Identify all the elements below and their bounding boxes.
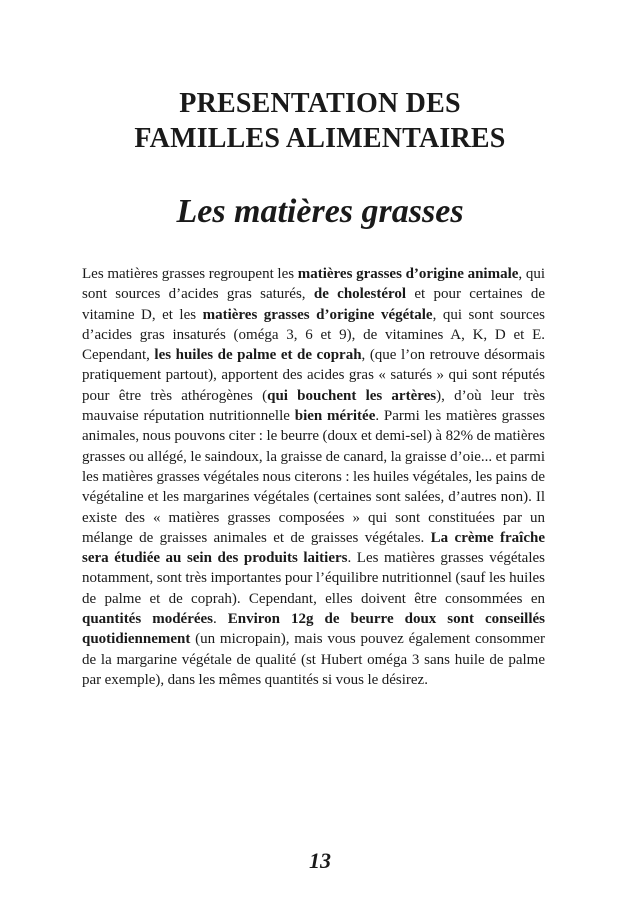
bold-text-run: les huiles de palme et de coprah (154, 347, 362, 364)
text-run: . (213, 611, 228, 628)
text-run: Les matières grasses regroupent les (82, 266, 298, 282)
text-run: et pour certaines de vitamine D, et les (82, 286, 546, 323)
bold-text-run: Environ 12g de beurre doux sont conseillés quotidiennement (82, 611, 545, 648)
title-line-1: PRESENTATION DES (179, 88, 461, 119)
text-run: (un micropain), mais vous pouvez également consommer de la margarine végétale de qualité (st Hubert oméga 3 sans huile de palme par exemple), dans les mêmes quantités si vous le désirez. (82, 631, 545, 688)
text-run: , (que l’on retrouve désormais pratiquement partout), apportent des acides gras « saturés » qui sont réputés pour être très athérogènes ( (82, 347, 545, 404)
body-paragraph (82, 264, 545, 690)
text-run: . Les matières grasses végétales notamment, sont très importantes pour l’équilibre nutritionnel (sauf les huiles de palme et de coprah). Cependant, elles doivent être consommées en (82, 550, 545, 607)
bold-text-run: matières grasses d’origine animale (297, 266, 519, 282)
text-run: ), d’où leur très mauvaise réputation nutritionnelle (82, 387, 545, 425)
bold-text-run: matières grasses d’origine végétale (202, 306, 433, 323)
bold-text-run: qui bouchent les artères (267, 387, 437, 404)
page-number: 13 (309, 848, 331, 873)
title-line-2: FAMILLES ALIMENTAIRES (134, 123, 506, 154)
text-run: , qui sont sources d’acides gras saturés, (82, 266, 545, 303)
bold-text-run: quantités modérées (82, 611, 213, 628)
text-run: , qui sont sources d’acides gras insaturés (oméga 3, 6 et 9), de vitamines A, K, D et E. Cependant, (82, 306, 546, 364)
page-title (60, 86, 580, 156)
bold-text-run: de cholestérol (313, 286, 407, 303)
text-run: . Parmi les matières grasses animales, nous pouvons citer : le beurre (doux et demi-sel) à 82% de matières grasses ou allégé, le saindoux, la graisse de canard, la graisse d’oie... et parmi les matières grasses végétales nous citerons : les huiles végétales, les pains de végétaline et les margarines végétales (certaines sont salées, d’autres non). Il existe des « matières grasses composées » qui sont constituées par un mélange de graisses animales et de graisses végétales. (82, 408, 546, 546)
bold-text-run: La crème fraîche sera étudiée au sein des produits laitiers (82, 529, 545, 567)
bold-text-run: bien méritée (294, 408, 376, 425)
section-title: Les matières grasses (176, 193, 464, 230)
